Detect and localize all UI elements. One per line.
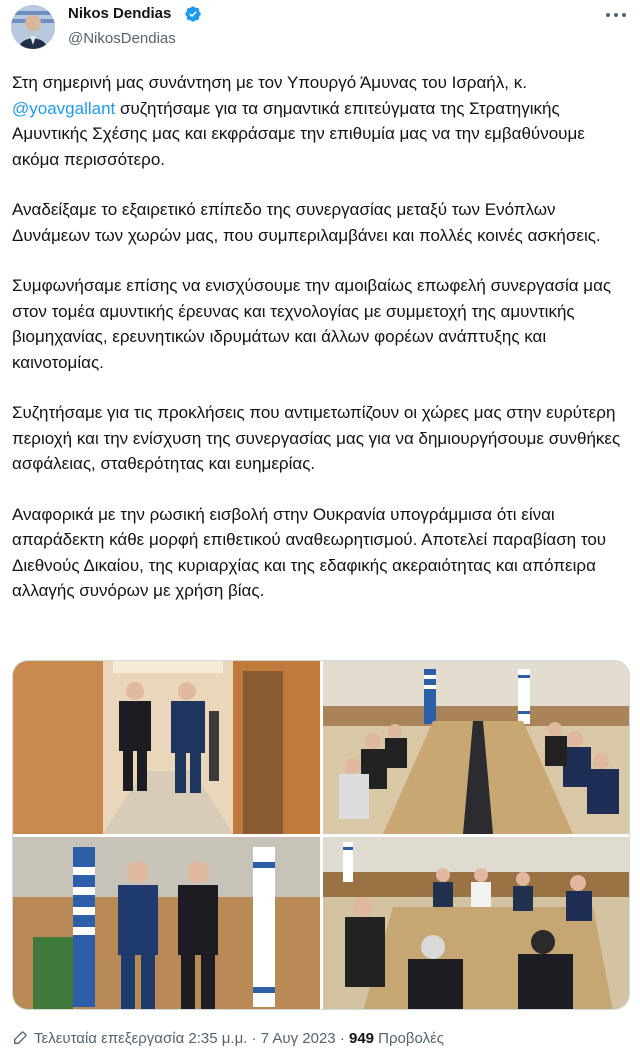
photo-meeting-table[interactable] bbox=[323, 661, 630, 834]
photo-handshake-flags[interactable] bbox=[13, 837, 320, 1010]
avatar[interactable] bbox=[11, 5, 55, 49]
author-handle[interactable]: @NikosDendias bbox=[68, 30, 176, 47]
tweet-text-segment: συζητήσαμε για τα σημαντικά επιτεύγματα της Στρατηγικής Αμυντικής Σχέσης μας και εκφράσαμε την επιθυμία μας να την εμβαθύνουμε ακόμα περισσότερο. bbox=[12, 98, 585, 169]
tweet-paragraph: Αναφορικά με την ρωσική εισβολή στην Ουκρανία υπογράμμισα ότι είναι απαράδεκτη κάθε μορφή επιθετικού αναθεωρητισμού. Αποτελεί παραβίαση του Διεθνούς Δικαίου, της κυριαρχίας και της εδαφικής ακεραιότητας και απόπειρα αλλαγής συνόρων με χρήση βίας. bbox=[12, 504, 607, 600]
more-dots-icon[interactable] bbox=[604, 8, 628, 22]
edited-timestamp[interactable]: Τελευταία επεξεργασία 2:35 μ.μ. · 7 Αυγ 2023 · bbox=[34, 1030, 349, 1047]
photo-delegation[interactable] bbox=[323, 837, 630, 1010]
author-name[interactable]: Nikos Dendias bbox=[68, 5, 172, 22]
tweet-text-segment: Στη σημερινή μας συνάντηση με τον Υπουργό Άμυνας του Ισραήλ, κ. bbox=[12, 73, 527, 92]
tweet-text bbox=[12, 70, 630, 629]
photo-corridor[interactable] bbox=[13, 661, 320, 834]
tweet-header bbox=[0, 0, 640, 60]
views-label: Προβολές bbox=[374, 1030, 444, 1047]
views-count: 949 bbox=[348, 1030, 375, 1047]
pencil-icon bbox=[12, 1030, 28, 1046]
tweet-paragraph: Συζητήσαμε για τις προκλήσεις που αντιμετωπίζουν οι χώρες μας στην ευρύτερη περιοχή και την ενίσχυση της συνεργασίας μας για να δημιουργήσουμε συνθήκες ασφάλειας, σταθερότητας και ευημερίας. bbox=[12, 403, 621, 473]
tweet-footer bbox=[12, 1030, 444, 1052]
tweet-paragraph: Συμφωνήσαμε επίσης να ενισχύσουμε την αμοιβαίως επωφελή συνεργασία μας στον τομέα αμυντικής έρευνας και τεχνολογίας με συμμετοχή της αμυντικής βιομηχανίας, ερευνητικών ιδρυμάτων και άλλων φορέων ανάπτυξης και καινοτομίας. bbox=[12, 276, 612, 372]
tweet-paragraph: Αναδείξαμε το εξαιρετικό επίπεδο της συνεργασίας μεταξύ των Ενόπλων Δυνάμεων των χωρών μας, που συμπεριλαμβάνει και πολλές κοινές ασκήσεις. bbox=[12, 200, 601, 245]
media-grid bbox=[12, 660, 630, 1010]
verified-badge-icon bbox=[184, 5, 202, 23]
tweet-paragraph bbox=[12, 70, 630, 172]
mention-link[interactable]: @yoavgallant bbox=[12, 98, 116, 118]
